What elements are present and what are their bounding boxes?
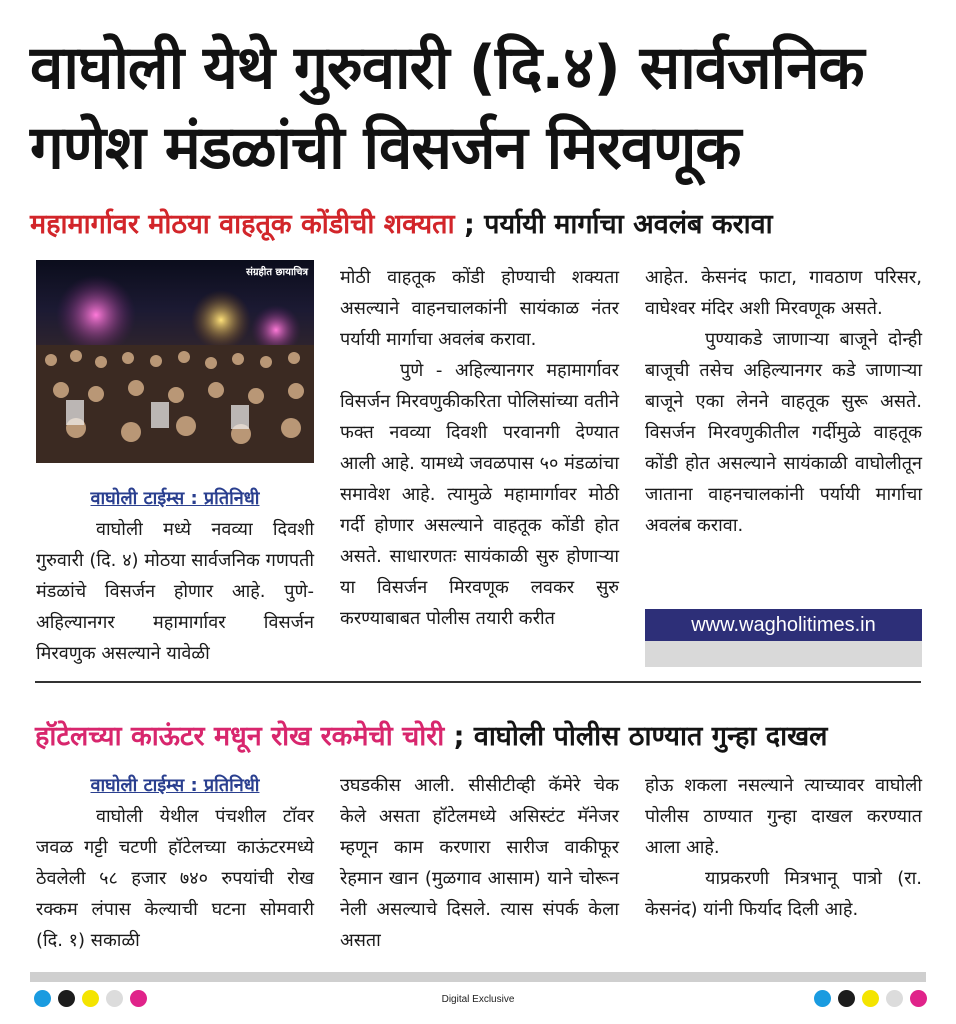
yellow-dot: [862, 990, 879, 1007]
story1-col3-para2: पुण्याकडे जाणाऱ्या बाजूने दोन्ही बाजूची तसेच अहिल्यानगर कडे जाणाऱ्या बाजूने एका लेनने वाहतूक सुरू असते. विसर्जन मिरवणुकीतील गर्दीमुळे वाहतूक कोंडी होत असल्याने सायंकाळी वाघोलीतून जाताना वाहनचालकांनी पर्यायी मार्गाचा अवलंब करावा.: [645, 329, 922, 536]
bottom-rule: [30, 972, 926, 982]
grey-dot: [886, 990, 903, 1007]
story1-col2-para1: मोठी वाहतूक कोंडी होण्याची शक्यता असल्याने वाहनचालकांनी सायंकाळ नंतर पर्यायी मार्गाचा अवलंब करावा.: [340, 267, 619, 350]
story2-column-1: [36, 770, 314, 956]
story1-column-2: [340, 262, 619, 634]
story1-col1-text: वाघोली मध्ये नवव्या दिवशी गुरुवारी (दि. ४) मोठया सार्वजनिक गणपती मंडळांचे विसर्जन होणार आहे. पुणे-अहिल्यानगर महामार्गावर विसर्जन मिरवणुक असल्याने यावेळी: [36, 519, 314, 664]
story2-col2-text: उघडकीस आली. सीसीटीव्ही कॅमेरे चेक केले असता हॉटेलमध्ये असिस्टंट मॅनेजर म्हणून काम करणारा सारीज वाकीफूर रेहमान खान (मुळगाव आसाम) याने चोरून नेली असल्याचे दिसले. त्यास संपर्क केला असता: [340, 775, 619, 951]
ganesh-procession-photo: [36, 260, 314, 463]
section-divider: [35, 681, 921, 683]
grey-strip: [645, 641, 922, 667]
headline-line-2: गणेश मंडळांची विसर्जन मिरवणूक: [30, 113, 741, 183]
story2-column-2: [340, 770, 619, 956]
story1-subheading-red: महामार्गावर मोठया वाहतूक कोंडीची शक्यता: [30, 209, 455, 240]
story1-byline: वाघोली टाईम्स : प्रतिनिधी: [90, 488, 260, 509]
website-link[interactable]: www.wagholitimes.in: [645, 609, 922, 641]
story2-col3-para1: होऊ शकला नसल्याने त्याच्यावर वाघोली पोलीस ठाण्यात गुन्हा दाखल करण्यात आला आहे.: [645, 775, 922, 858]
story1-subheading: [30, 204, 930, 241]
footer-label: Digital Exclusive: [441, 994, 515, 1005]
headline: [30, 28, 930, 188]
story2-subheading: [35, 716, 935, 753]
black-dot: [838, 990, 855, 1007]
cyan-dot: [814, 990, 831, 1007]
story1-col2-para2: पुणे - अहिल्यानगर महामार्गावर विसर्जन मिरवणुकीकरिता पोलिसांच्या वतीने फक्त नवव्या दिवशी परवानगी देण्यात आली आहे. यामध्ये जवळपास ५० मंडळांचा समावेश आहे. त्यामुळे महामार्गावर मोठी गर्दी होणार असल्याने वाहतूक कोंडी होत असते. साधारणतः सायंकाळी सुरु होणाऱ्या या विसर्जन मिरवणूक लवकर सुरु करण्याबाबत पोलीस तयारी करीत: [340, 360, 619, 629]
photo-caption: संग्रहीत छायाचित्र: [246, 267, 308, 278]
story1-column-1: [36, 483, 314, 669]
story2-subheading-black: ; वाघोली पोलीस ठाण्यात गुन्हा दाखल: [444, 721, 828, 752]
story2-subheading-pink: हॉटेलच्या काऊंटर मधून रोख रकमेची चोरी: [35, 721, 445, 752]
story1-col3-para1: आहेत. केसनंद फाटा, गावठाण परिसर, वाघेश्वर मंदिर अशी मिरवणूक असते.: [645, 267, 922, 319]
story1-column-3: [645, 262, 922, 541]
story2-column-3: [645, 770, 922, 925]
crowd-illustration: [36, 260, 314, 463]
story2-col3-para2: याप्रकरणी मित्रभानू पात्रो (रा. केसनंद) यांनी फिर्याद दिली आहे.: [645, 868, 922, 920]
story1-subheading-black: ; पर्यायी मार्गाचा अवलंब करावा: [454, 209, 773, 240]
color-registration-right: [814, 990, 927, 1007]
magenta-dot: [910, 990, 927, 1007]
story2-byline: वाघोली टाईम्स : प्रतिनिधी: [90, 775, 260, 796]
headline-line-1: वाघोली येथे गुरुवारी (दि.४) सार्वजनिक: [30, 33, 864, 103]
story2-col1-text: वाघोली येथील पंचशील टॉवर जवळ गट्टी चटणी हॉटेलच्या काऊंटरमध्ये ठेवलेली ५८ हजार ७४० रुपयांची रोख रक्कम लंपास केल्याची घटना सोमवारी (दि. १) सकाळी: [36, 806, 314, 951]
